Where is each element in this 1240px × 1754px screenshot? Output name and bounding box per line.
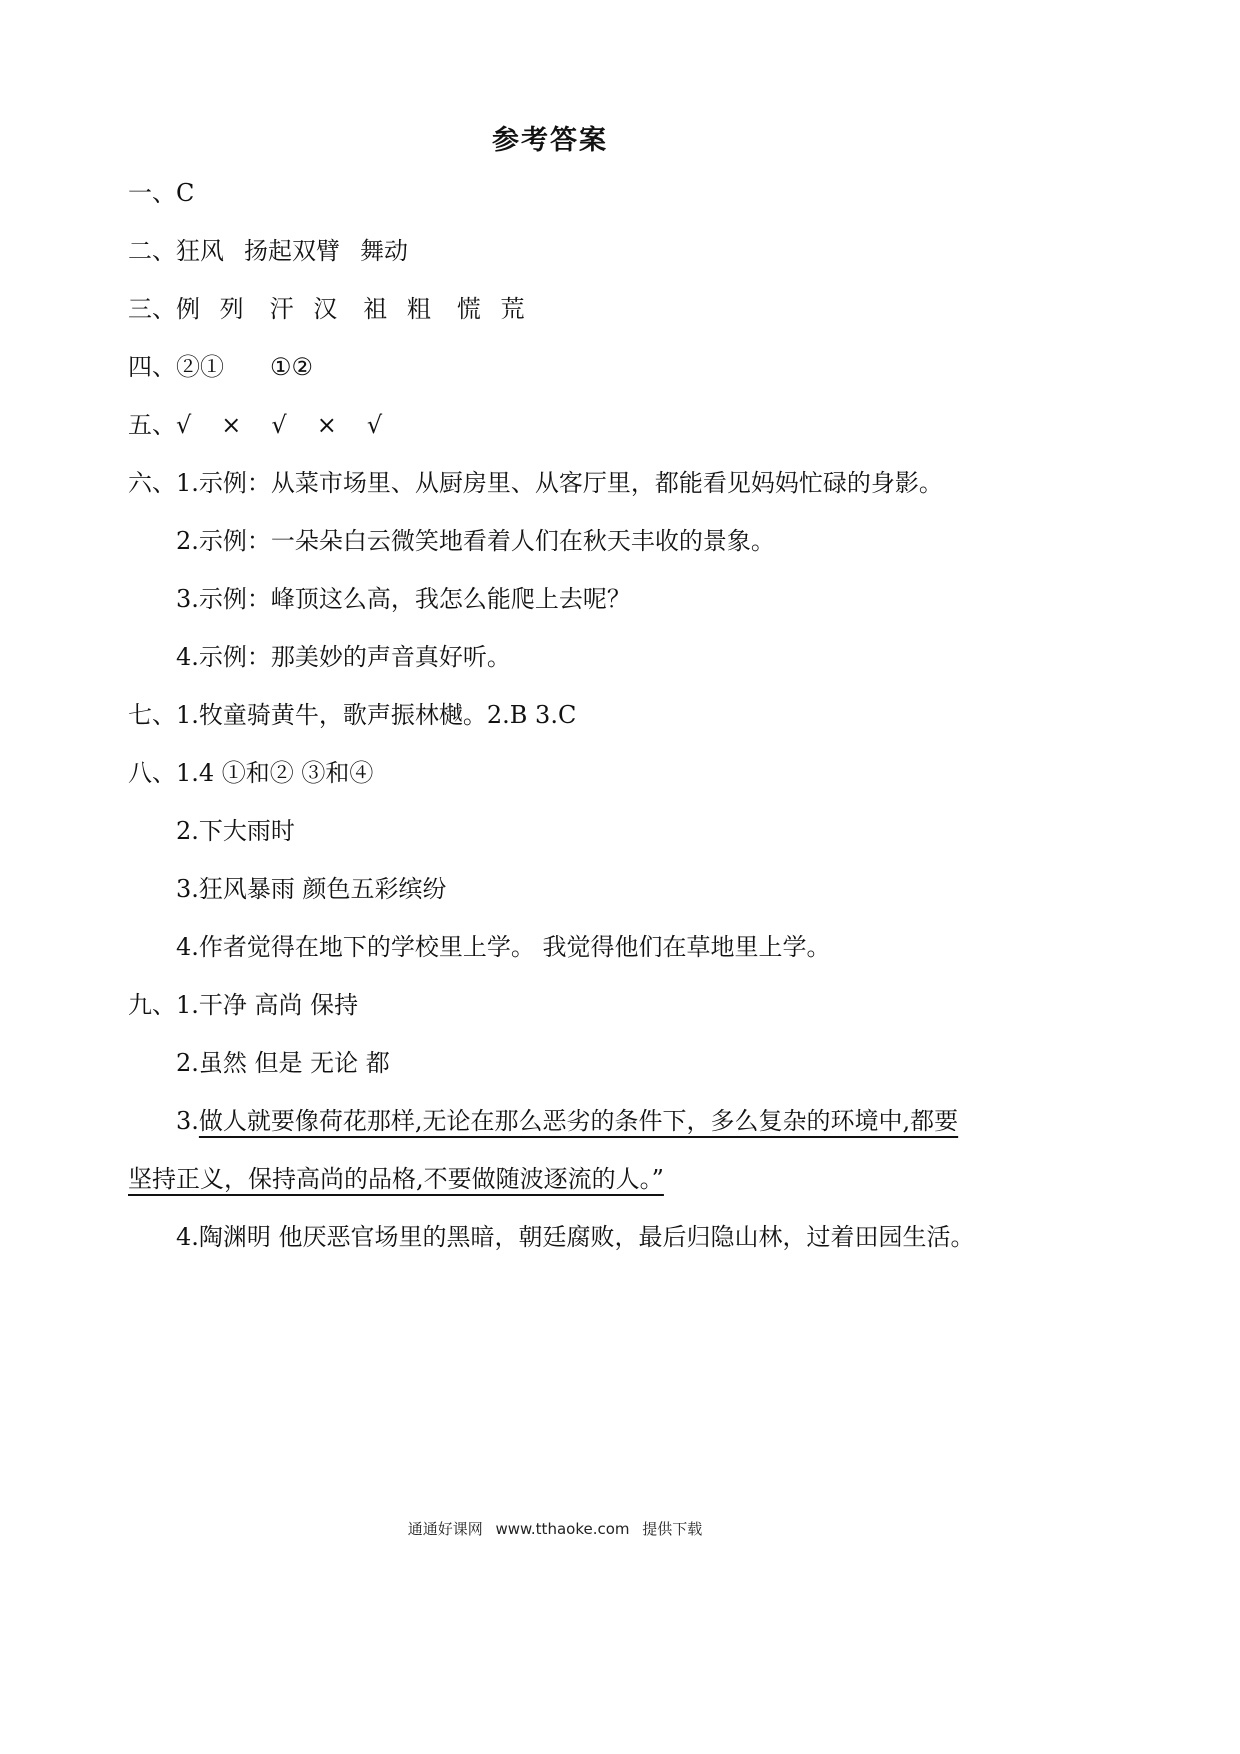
answer-7-prefix: 七、 [128, 701, 176, 729]
answer-9-2: 2.虽然 但是 无论 都 [176, 1049, 390, 1077]
answer-7-text: 1.牧童骑黄牛，歌声振林樾。2.B 3.C [176, 701, 577, 729]
answer-2-item: 狂风 [176, 237, 224, 265]
footer-site-name: 通通好课网 [407, 1520, 483, 1538]
answer-4-item: ②① [176, 353, 224, 381]
answer-3 [128, 292, 531, 326]
answer-5-mark: √ [176, 411, 192, 439]
answer-5-prefix: 五、 [128, 411, 176, 439]
answer-7 [128, 698, 576, 732]
answer-3-prefix: 三、 [128, 295, 176, 323]
answer-2-prefix: 二、 [128, 237, 176, 265]
answer-6-text: 1.示例：从菜市场里、从厨房里、从客厅里，都能看见妈妈忙碌的身影。 [176, 469, 943, 497]
answer-8-2: 2.下大雨时 [176, 817, 295, 845]
page-footer [0, 1518, 1110, 1539]
page-title: 参考答案 [492, 125, 608, 156]
answer-3-item: 慌 荒 [456, 295, 531, 323]
footer-url: www.tthaoke.com [495, 1520, 630, 1538]
answer-3-item: 例 列 [176, 295, 250, 323]
answer-6-1 [128, 466, 943, 500]
answer-8-3: 3.狂风暴雨 颜色五彩缤纷 [176, 875, 447, 903]
answer-1: 一、C [128, 179, 195, 207]
answer-6-3: 3.示例：峰顶这么高，我怎么能爬上去呢？ [176, 585, 631, 613]
answer-5-mark: × [221, 411, 242, 439]
answer-4-prefix: 四、 [128, 353, 176, 381]
answer-4 [128, 350, 313, 384]
answer-2 [128, 234, 408, 268]
answer-9-4: 4.陶渊明 他厌恶官场里的黑暗，朝廷腐败，最后归隐山林，过着田园生活。 [176, 1223, 975, 1251]
answer-5-mark: √ [271, 411, 287, 439]
answer-5-mark: × [316, 411, 337, 439]
answer-9-3-underlined-continuation: 坚持正义，保持高尚的品格,不要做随波逐流的人。” [128, 1165, 664, 1193]
answer-2-item: 舞动 [360, 237, 408, 265]
answer-8-4: 4.作者觉得在地下的学校里上学。 我觉得他们在草地里上学。 [176, 933, 831, 961]
answer-8-1 [128, 756, 373, 790]
answer-5 [128, 408, 382, 442]
footer-suffix: 提供下载 [642, 1520, 703, 1538]
answer-9-3-continued [128, 1162, 664, 1196]
answer-3-item: 祖 粗 [363, 295, 437, 323]
answer-9-3-number: 3. [176, 1107, 199, 1135]
answer-8-text: 1.4 ①和② ③和④ [176, 759, 374, 787]
answer-9-text: 1.干净 高尚 保持 [176, 991, 359, 1019]
answer-9-prefix: 九、 [128, 991, 176, 1019]
answer-9-1 [128, 988, 358, 1022]
answer-5-mark: √ [366, 411, 383, 439]
answer-6-2: 2.示例：一朵朵白云微笑地看着人们在秋天丰收的景象。 [176, 527, 775, 555]
answer-4-item: ①② [270, 353, 314, 381]
answer-2-item: 扬起双臂 [244, 237, 340, 265]
answer-9-3 [176, 1104, 958, 1138]
answer-9-3-underlined-text: 做人就要像荷花那样,无论在那么恶劣的条件下，多么复杂的环境中,都要 [198, 1107, 959, 1135]
answer-3-item: 汗 汉 [269, 295, 344, 323]
answer-6-4: 4.示例：那美妙的声音真好听。 [176, 643, 511, 671]
answer-6-prefix: 六、 [128, 469, 176, 497]
answer-8-prefix: 八、 [128, 759, 176, 787]
